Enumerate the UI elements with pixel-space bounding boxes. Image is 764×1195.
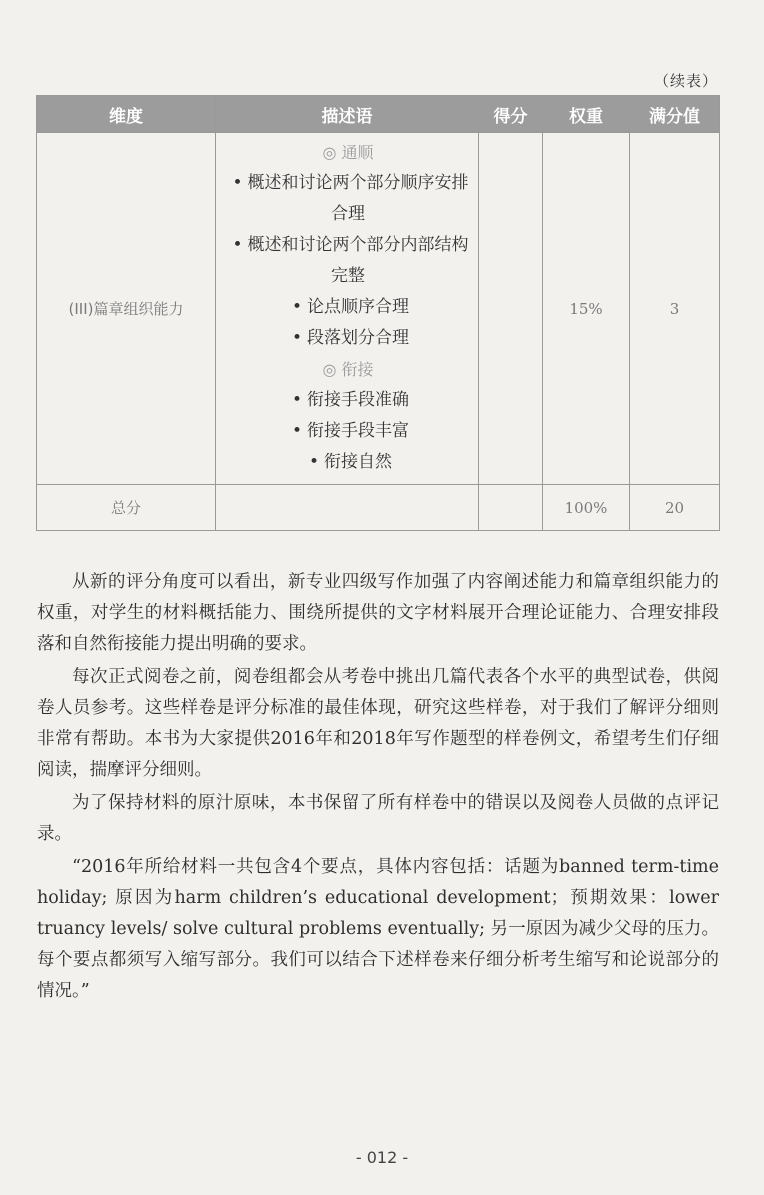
- full-score-cell: 3: [630, 133, 720, 485]
- page-number: - 012 -: [355, 1148, 409, 1167]
- bullet-icon: •: [232, 235, 243, 255]
- body-text: [37, 567, 719, 1009]
- list-item: • 衔接手段准确: [226, 385, 470, 416]
- bullet-icon: •: [291, 421, 303, 441]
- continued-table-label: （续表）: [653, 72, 718, 90]
- bullet-icon: •: [291, 390, 303, 410]
- total-full-score: 20: [630, 485, 720, 531]
- weight-cell: 15%: [543, 133, 630, 485]
- list-item: • 概述和讨论两个部分顺序安排合理: [226, 168, 470, 230]
- header-full-score: 满分值: [630, 96, 720, 133]
- rubric-table: [36, 95, 720, 531]
- bullet-icon: •: [308, 452, 320, 472]
- bullet-icon: •: [232, 173, 243, 193]
- header-dimension: 维度: [37, 96, 216, 133]
- header-descriptor: 描述语: [216, 96, 479, 133]
- total-score-cell: [479, 485, 543, 531]
- sub-heading-fluency: ◎ 通顺: [322, 143, 374, 162]
- paragraph: 为了保持材料的原汁原味，本书保留了所有样卷中的错误以及阅卷人员做的点评记录。: [37, 793, 719, 844]
- total-descriptor-cell: [216, 485, 479, 531]
- dimension-cell: (III)篇章组织能力: [37, 133, 216, 485]
- descriptor-cell: [216, 133, 479, 485]
- bullet-icon: •: [291, 328, 303, 348]
- bullet-icon: •: [291, 297, 303, 317]
- table-header-row: [37, 96, 720, 133]
- sub-heading-cohesion: ◎ 衔接: [322, 360, 374, 379]
- paragraph: 从新的评分角度可以看出，新专业四级写作加强了内容阐述能力和篇章组织能力的权重，对学生的材料概括能力、围绕所提供的文字材料展开合理论证能力、合理安排段落和自然衔接能力提出明确的要求。: [37, 572, 719, 654]
- total-row: [37, 485, 720, 531]
- total-label: 总分: [37, 485, 216, 531]
- header-weight: 权重: [543, 96, 630, 133]
- list-item: • 段落划分合理: [226, 323, 470, 354]
- paragraph: “2016年所给材料一共包含4个要点，具体内容包括：话题为banned term-time holiday; 原因为harm children’s educational development；预期效果：lower truancy levels/ solve cultural problems eventually; 另一原因为减少父母的压力。每个要点都须写入缩写部分。我们可以结合下述样卷来仔细分析考生缩写和论说部分的情况。”: [37, 857, 719, 1001]
- header-score: 得分: [479, 96, 543, 133]
- list-item: • 衔接自然: [226, 447, 470, 478]
- score-cell: [479, 133, 543, 485]
- table-row: [37, 133, 720, 485]
- total-weight: 100%: [543, 485, 630, 531]
- list-item: • 概述和讨论两个部分内部结构完整: [226, 230, 470, 292]
- paragraph: 每次正式阅卷之前，阅卷组都会从考卷中挑出几篇代表各个水平的典型试卷，供阅卷人员参考。这些样卷是评分标准的最佳体现，研究这些样卷，对于我们了解评分细则非常有帮助。本书为大家提供2016年和2018年写作题型的样卷例文，希望考生们仔细阅读，揣摩评分细则。: [37, 667, 719, 780]
- list-item: • 论点顺序合理: [226, 292, 470, 323]
- list-item: • 衔接手段丰富: [226, 416, 470, 447]
